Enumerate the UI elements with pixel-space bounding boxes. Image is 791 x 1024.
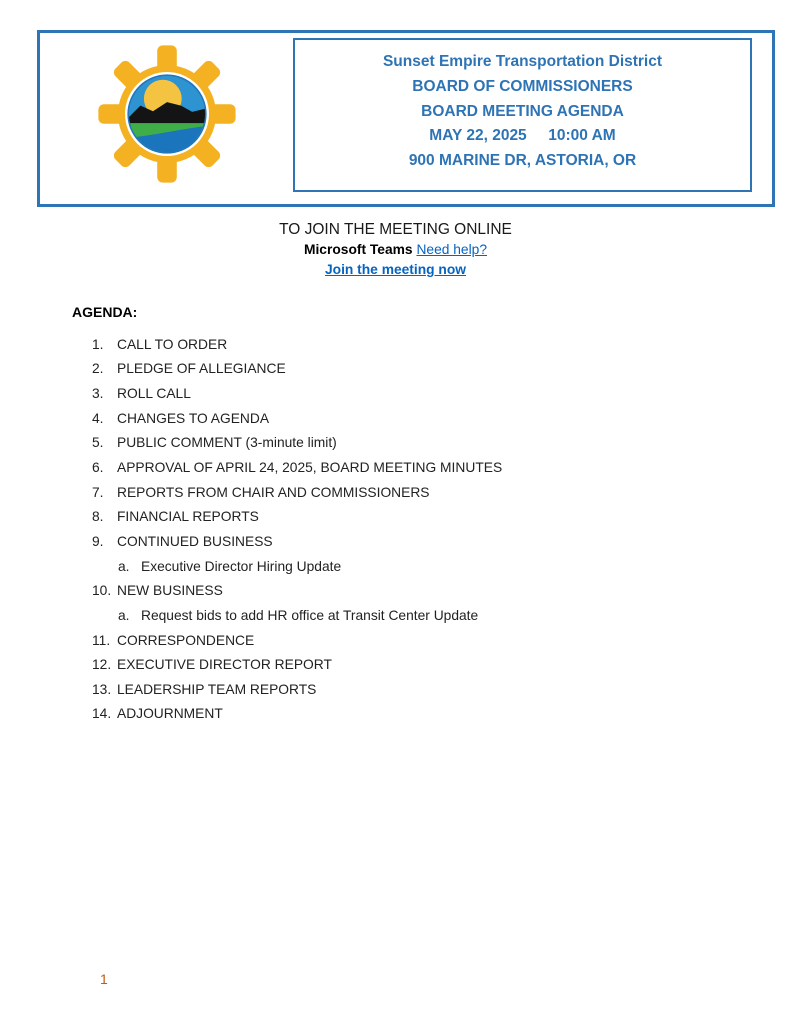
agenda-item-3: 3. ROLL CALL bbox=[92, 386, 191, 402]
join-online-title: TO JOIN THE MEETING ONLINE bbox=[279, 221, 512, 238]
agenda-item-4: 4. CHANGES TO AGENDA bbox=[92, 410, 270, 426]
agenda-list bbox=[0, 332, 791, 726]
need-help-link[interactable]: Need help? bbox=[416, 242, 488, 257]
agenda-item-11: 11. CORRESPONDENCE bbox=[92, 632, 255, 648]
agenda-subitem-10a: a. Request bids to add HR office at Transit Center Update bbox=[118, 607, 479, 623]
meeting-datetime: MAY 22, 2025 10:00 AM bbox=[429, 127, 616, 145]
agenda-item-13: 13. LEADERSHIP TEAM REPORTS bbox=[92, 681, 317, 697]
agenda-heading: AGENDA: bbox=[72, 304, 138, 320]
join-online-section bbox=[0, 219, 791, 280]
page-number: 1 bbox=[100, 971, 108, 987]
sunset-empire-gear-logo-icon bbox=[97, 44, 237, 184]
meeting-address: 900 MARINE DR, ASTORIA, OR bbox=[408, 152, 637, 170]
agenda-item-14: 14. ADJOURNMENT bbox=[92, 706, 223, 722]
logo-container bbox=[40, 33, 293, 204]
agenda-title: BOARD MEETING AGENDA bbox=[421, 102, 624, 120]
join-meeting-link[interactable]: Join the meeting now bbox=[324, 262, 467, 277]
header-title-box bbox=[293, 38, 752, 192]
agenda-item-7: 7. REPORTS FROM CHAIR AND COMMISSIONERS bbox=[92, 484, 430, 500]
agenda-item-9: 9. CONTINUED BUSINESS bbox=[92, 533, 273, 549]
header-box bbox=[37, 30, 775, 207]
agenda-subitem-9a: a. Executive Director Hiring Update bbox=[118, 558, 342, 574]
teams-line bbox=[0, 240, 791, 260]
agenda-item-2: 2. PLEDGE OF ALLEGIANCE bbox=[92, 361, 286, 377]
agenda-item-8: 8. FINANCIAL REPORTS bbox=[92, 509, 259, 525]
agenda-item-10: 10. NEW BUSINESS bbox=[92, 583, 223, 599]
agenda-item-12: 12. EXECUTIVE DIRECTOR REPORT bbox=[92, 657, 332, 673]
agenda-item-5: 5. PUBLIC COMMENT (3-minute limit) bbox=[92, 435, 337, 451]
org-name: Sunset Empire Transportation District bbox=[382, 53, 663, 70]
microsoft-teams-label: Microsoft Teams bbox=[303, 242, 413, 257]
join-now-line bbox=[0, 260, 791, 280]
board-title: BOARD OF COMMISSIONERS bbox=[412, 77, 633, 95]
agenda-item-6: 6. APPROVAL OF APRIL 24, 2025, BOARD MEETING MINUTES bbox=[92, 460, 503, 476]
agenda-item-1: 1. CALL TO ORDER bbox=[92, 336, 228, 352]
